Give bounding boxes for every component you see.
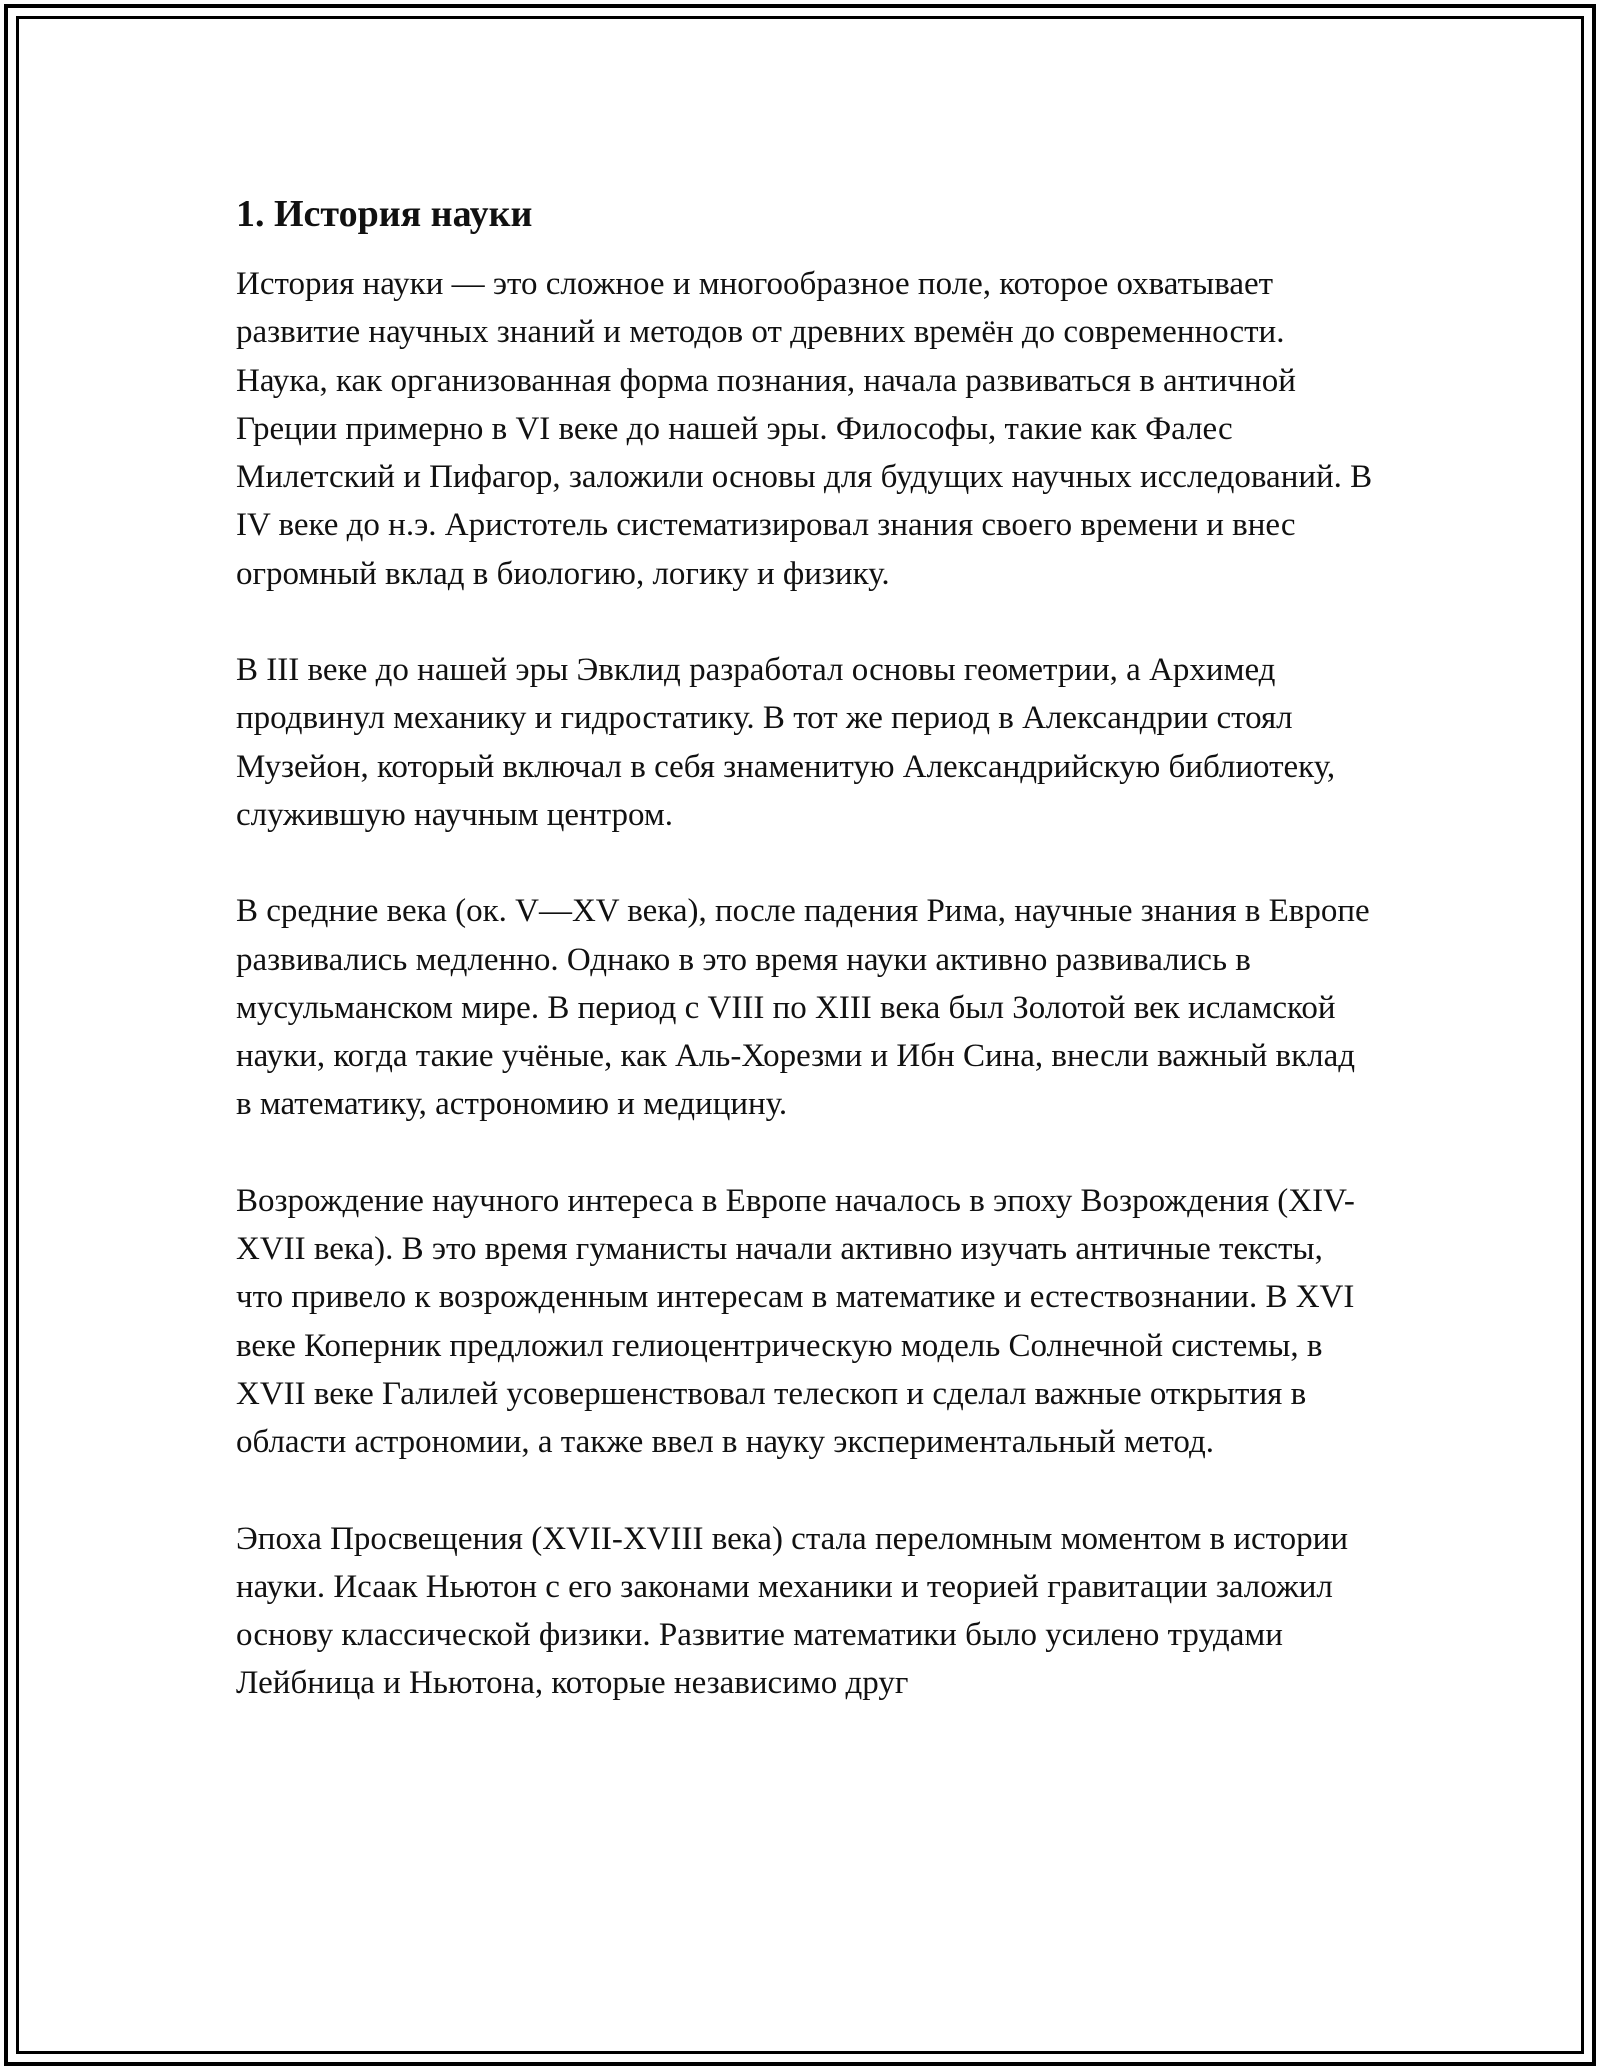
section-heading: 1. История науки (236, 193, 533, 235)
paragraph-renaissance: Возрождение научного интереса в Европе началось в эпоху Возрождения (XIV-XVII века). В это время гуманисты начали активно изучать античные тексты, что привело к возрожденным интересам в математике и естествознании. В XVI веке Коперник предложил гелиоцентрическую модель Солнечной системы, в XVII веке Галилей усовершенствовал телескоп и сделал важные открытия в области астрономии, а также ввел в науку экспериментальный метод. (236, 1182, 1355, 1461)
paragraph-antiquity: История науки — это сложное и многообразное поле, которое охватывает развитие научных знаний и методов от древних времён до современности. Наука, как организованная форма познания, начала развиваться в античной Греции примерно в VI веке до нашей эры. Философы, такие как Фалес Милетский и Пифагор, заложили основы для будущих научных исследований. В IV веке до н.э. Аристотель систематизировал знания своего времени и внес огромный вклад в биологию, логику и физику. (236, 266, 1373, 592)
paragraph-hellenistic: В III веке до нашей эры Эвклид разработал основы геометрии, а Архимед продвинул механику и гидростатику. В тот же период в Александрии стоял Музейон, который включал в себя знаменитую Александрийскую библиотеку, служившую научным центром. (236, 652, 1336, 833)
document-body (236, 186, 1376, 1708)
paragraph-enlightenment: Эпоха Просвещения (XVII-XVIII века) стала переломным моментом в истории науки. Исаак Ньютон с его законами механики и теорией гравитации заложил основу классической физики. Развитие математики было усилено трудами Лейбница и Ньютона, которые независимо друг (236, 1520, 1348, 1702)
paragraph-middle-ages: В средние века (ок. V—XV века), после падения Рима, научные знания в Европе развивались медленно. Однако в это время науки активно развивались в мусульманском мире. В период с VIII по XIII века был Золотой век исламской науки, когда такие учёные, как Аль-Хорезми и Ибн Сина, внесли важный вклад в математику, астрономию и медицину. (236, 893, 1370, 1123)
